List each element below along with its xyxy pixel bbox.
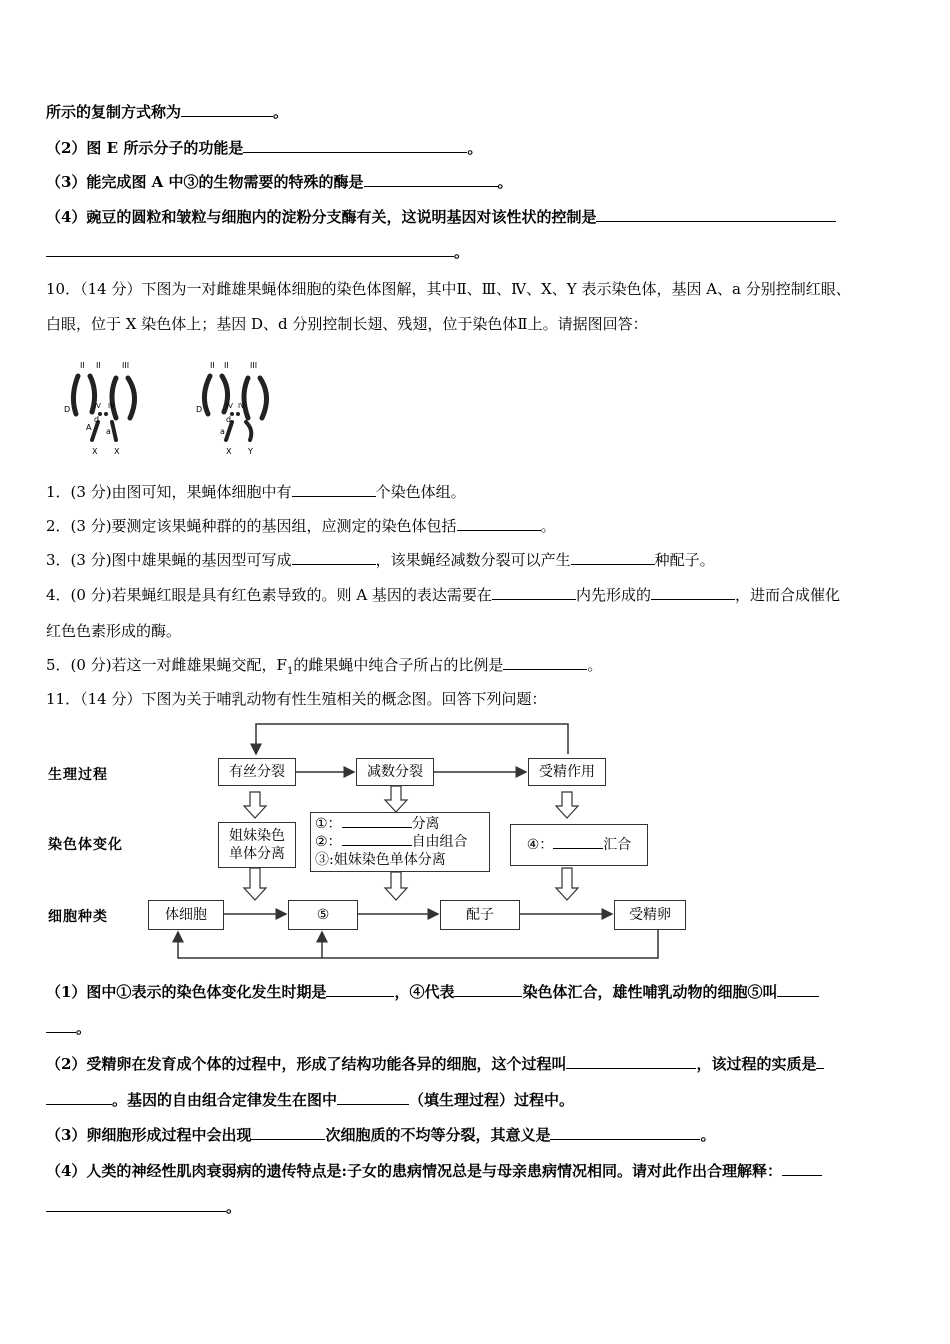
q9-blank-function[interactable] (243, 138, 467, 153)
box-meiosis-change (310, 812, 490, 872)
female-label-x1: X (92, 447, 98, 456)
male-chrom3-right (260, 378, 267, 418)
male-label-chrom2: II (210, 361, 215, 370)
diagram-blank-1[interactable] (342, 815, 412, 828)
female-label-x2: X (114, 447, 120, 456)
box-fertilization-change: ④： 汇合 (510, 824, 648, 866)
row-label-chromosome: 染色体变化 (48, 837, 123, 853)
q9-blank-gene-control-a[interactable] (596, 207, 836, 222)
female-chrom4-dot-b (104, 412, 108, 416)
female-label-chrom3: III (122, 361, 130, 370)
male-gene-D: D (196, 405, 203, 414)
box-zygote: 受精卵 (614, 900, 686, 930)
chromosome-figure (50, 356, 310, 456)
female-chrom3-left (112, 378, 116, 418)
box-mitosis: 有丝分裂 (218, 758, 296, 786)
q9-line-3: （4）豌豆的圆粒和皱粒与细胞内的淀粉分支酶有关，这说明基因对该性状的控制是 (46, 207, 836, 227)
male-chrom2-left (204, 376, 210, 414)
down-arrow-mitosis (244, 792, 266, 818)
q9-line-0: 所示的复制方式称为 。 (46, 103, 289, 121)
q11-blank-1a[interactable] (326, 982, 394, 997)
q10-blank-4a[interactable] (492, 585, 576, 600)
female-label-chrom4b: IV (108, 402, 115, 410)
male-chromosome-set (196, 361, 267, 456)
q11-blank-4a[interactable] (782, 1161, 822, 1176)
q10-sub-4-cont: 红色色素形成的酶。 (46, 622, 182, 640)
mitosis-change-line1: 姐妹染色 (229, 828, 285, 844)
female-label-chrom2: II (80, 361, 85, 370)
q11-part-2: （2）受精卵在发育成个体的过程中，形成了结构功能各异的细胞，这个过程叫 ，该过程的实质是 (46, 1054, 824, 1074)
box-cell5: ⑤ (288, 900, 358, 930)
female-label-chrom4: IV (94, 402, 101, 410)
female-x-left (92, 422, 98, 440)
q11-blank-2b[interactable] (816, 1054, 824, 1069)
meiosis-change-3: ③:姐妹染色单体分离 (315, 852, 446, 868)
diagram-blank-2[interactable] (342, 833, 412, 846)
concept-map (46, 720, 696, 960)
row-label-process: 生理过程 (48, 767, 108, 783)
box-fertilization: 受精作用 (528, 758, 606, 786)
male-gene-d: d (226, 415, 232, 424)
down-arrow-fert-to-cell (556, 868, 578, 900)
q10-intro-2: 白眼，位于 X 染色体上；基因 D、d 分别控制长翅、残翅，位于染色体Ⅱ上。请据图回答： (46, 315, 648, 333)
female-gene-a: a (106, 427, 111, 436)
q10-blank-4b[interactable] (651, 585, 735, 600)
q11-part-1: （1）图中①表示的染色体变化发生时期是 ，④代表 染色体汇合，雄性哺乳动物的细胞⑤叫 (46, 982, 819, 1002)
q10-sub-4: 4．(0 分)若果蝇红眼是具有红色素导致的。则 A 基因的表达需要在 内先形成的 ，进而合成催化 (46, 586, 840, 604)
male-y-chrom (246, 422, 251, 440)
q11-blank-2b-cont[interactable] (46, 1090, 112, 1105)
q11-blank-2c[interactable] (337, 1090, 409, 1105)
down-arrow-mit-to-cell (244, 868, 266, 900)
male-x-chrom (226, 422, 232, 440)
q11-blank-1b[interactable] (454, 982, 522, 997)
q10-blank-1[interactable] (292, 482, 376, 497)
q9-line-4: 。 (46, 242, 469, 262)
q11-blank-3a[interactable] (251, 1125, 325, 1140)
female-gene-D: D (64, 405, 71, 414)
female-chrom3-right (128, 378, 135, 418)
q9-blank-replication-mode[interactable] (181, 102, 273, 117)
q11-part-3: （3）卵细胞形成过程中会出现 次细胞质的不均等分裂，其意义是 。 (46, 1126, 716, 1144)
down-arrow-meiosis (385, 786, 407, 812)
box-gamete: 配子 (440, 900, 520, 930)
female-chrom2-left (73, 376, 78, 414)
box-somatic-cell: 体细胞 (148, 900, 224, 930)
q10-intro-1: 10．（14 分）下图为一对雌雄果蝇体细胞的染色体图解，其中Ⅱ、Ⅲ、Ⅳ、X、Y 表示染色体，基因 A、a 分别控制红眼、 (46, 280, 851, 298)
q11-intro: 11．（14 分）下图为关于哺乳动物有性生殖相关的概念图。回答下列问题： (46, 690, 547, 708)
q10-blank-5[interactable] (503, 655, 587, 670)
q10-blank-3b[interactable] (571, 550, 655, 565)
q10-blank-2[interactable] (457, 516, 541, 531)
meiosis-change-1: ①： 分离 (315, 816, 440, 832)
q11-part-2-cont: 。基因的自由组合定律发生在图中 （填生理过程）过程中。 (46, 1090, 574, 1110)
q10-sub-2: 2．(3 分)要测定该果蝇种群的的基因组，应测定的染色体包括 。 (46, 517, 556, 535)
q11-part-4-cont: 。 (46, 1197, 241, 1217)
box-meiosis: 减数分裂 (356, 758, 434, 786)
row-label-cell-type: 细胞种类 (48, 909, 108, 925)
male-gene-a: a (220, 427, 225, 436)
male-label-chrom4: IV (226, 402, 233, 410)
q11-part-4: （4）人类的神经性肌肉衰弱病的遗传特点是:子女的患病情况总是与母亲患病情况相同。请对此作出合理解释： (46, 1161, 822, 1181)
q10-sub-1: 1．(3 分)由图可知，果蝇体细胞中有 个染色体组。 (46, 483, 466, 501)
loop-arrow-top (256, 724, 568, 754)
male-chrom4-dot-b (236, 412, 240, 416)
male-label-chrom4b: IV (238, 402, 245, 410)
q11-part-1-cont: 。 (46, 1018, 91, 1038)
male-label-chrom3: III (250, 361, 258, 370)
female-chromosome-set (64, 361, 135, 456)
q11-blank-4b[interactable] (46, 1197, 226, 1212)
down-arrow-fertilization (556, 792, 578, 818)
mitosis-change-line2: 单体分离 (229, 846, 285, 862)
female-x-right (112, 422, 116, 440)
q9-blank-enzyme[interactable] (364, 172, 498, 187)
female-gene-A: A (86, 423, 92, 432)
q9-line-2: （3）能完成图 A 中③的生物需要的特殊的酶是 。 (46, 173, 513, 191)
q11-blank-2a[interactable] (566, 1054, 696, 1069)
male-label-chrom2b: II (224, 361, 229, 370)
q10-sub-5: 5．(0 分)若这一对雌雄果蝇交配，$F_1$的雌果蝇中纯合子所占的比例是 。 (46, 656, 603, 677)
female-gene-d: d (94, 415, 100, 424)
q11-blank-1c[interactable] (777, 982, 819, 997)
meiosis-change-2: ②： 自由组合 (315, 834, 468, 850)
female-label-chrom2b: II (96, 361, 101, 370)
q11-blank-3b[interactable] (550, 1125, 700, 1140)
q9-line-1: （2）图 E 所示分子的功能是 。 (46, 139, 483, 157)
diagram-blank-4[interactable] (553, 836, 603, 849)
male-label-y: Y (248, 447, 253, 456)
q11-blank-1c-cont[interactable] (46, 1018, 76, 1033)
q10-sub-3: 3．(3 分)图中雄果蝇的基因型可写成 ，该果蝇经减数分裂可以产生 种配子。 (46, 551, 715, 569)
q9-blank-gene-control-b[interactable] (46, 242, 454, 257)
male-chrom3-left (244, 378, 248, 418)
loop-arrow-bottom-somatic (178, 930, 658, 958)
down-arrow-mei-to-cell (385, 872, 407, 900)
box-mitosis-change (218, 822, 296, 868)
q10-blank-3a[interactable] (292, 550, 376, 565)
f1-subscript: 1 (286, 666, 294, 677)
male-label-x: X (226, 447, 232, 456)
